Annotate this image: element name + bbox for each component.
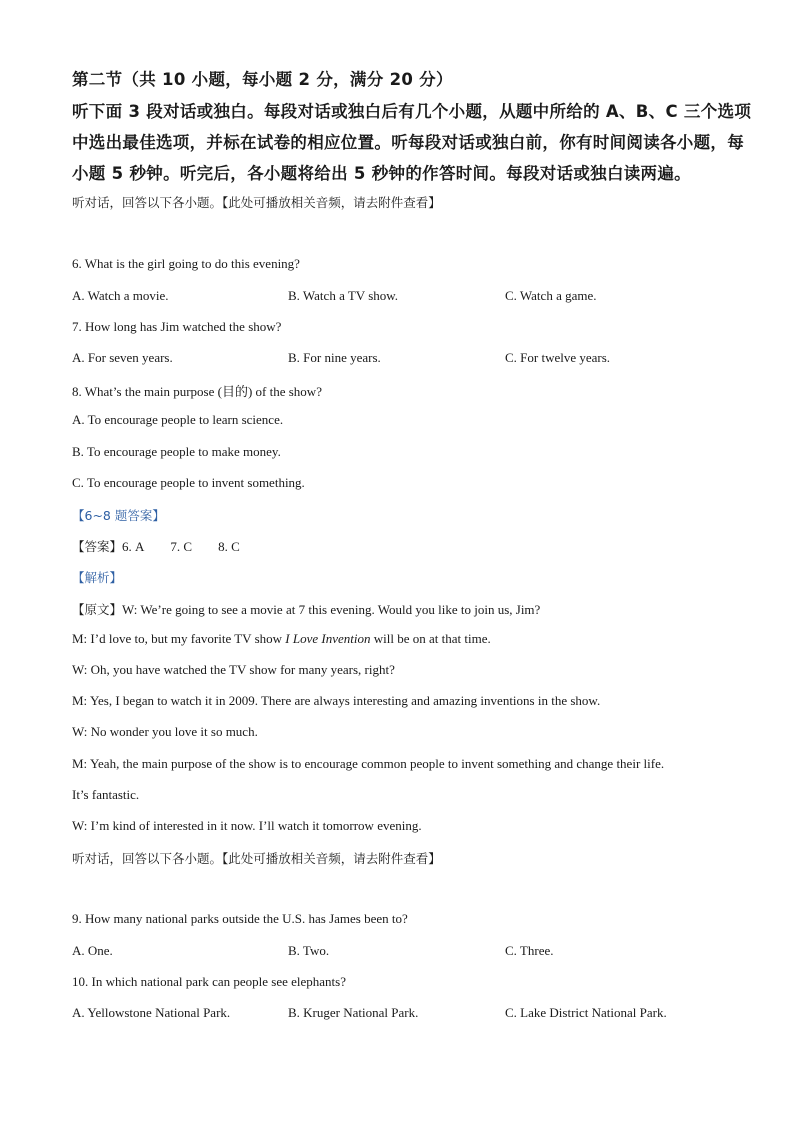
transcript-label: 【原文】 bbox=[72, 602, 123, 617]
transcript-line-8: W: I’m kind of interested in it now. I’ll watch it tomorrow evening. bbox=[72, 818, 422, 833]
q9-option-a: A. One. bbox=[72, 943, 113, 958]
q8-option-b: B. To encourage people to make money. bbox=[72, 444, 281, 459]
transcript-line-7: It’s fantastic. bbox=[72, 787, 140, 802]
show-title: I Love Invention bbox=[285, 631, 371, 646]
q9-option-b: B. Two. bbox=[288, 943, 330, 958]
q7-option-b: B. For nine years. bbox=[288, 350, 381, 365]
audio-note[interactable]: 听对话，回答以下各小题。【此处可播放相关音频，请去附件查看】 bbox=[72, 195, 441, 210]
instruction-line-1: 听下面 3 段对话或独白。每段对话或独白后有几个小题，从题中所给的 A、B、C 三个选项 bbox=[72, 102, 752, 121]
q8-option-c: C. To encourage people to invent something. bbox=[72, 475, 305, 490]
q10-option-a: A. Yellowstone National Park. bbox=[72, 1005, 231, 1020]
instruction-line-3: 小题 5 秒钟。听完后，各小题将给出 5 秒钟的作答时间。每段对话或独白读两遍。 bbox=[72, 164, 691, 183]
question-7: 7. How long has Jim watched the show? bbox=[72, 319, 282, 334]
q9-option-c: C. Three. bbox=[505, 943, 554, 958]
instruction-line-2: 中选出最佳选项，并标在试卷的相应位置。听每段对话或独白前，你有时间阅读各小题，每 bbox=[72, 133, 744, 152]
transcript-line-1: 【原文】W: We’re going to see a movie at 7 this evening. Would you like to join us, Jim? bbox=[72, 602, 541, 617]
answer-item: 6. A bbox=[122, 539, 145, 554]
section-title: 第二节（共 10 小题，每小题 2 分，满分 20 分） bbox=[72, 70, 453, 89]
analysis-label: 【解析】 bbox=[72, 570, 123, 585]
audio-note[interactable]: 听对话，回答以下各小题。【此处可播放相关音频，请去附件查看】 bbox=[72, 851, 441, 866]
question-10: 10. In which national park can people see elephants? bbox=[72, 974, 346, 989]
question-6: 6. What is the girl going to do this evening? bbox=[72, 256, 300, 271]
answer-label: 【答案】 bbox=[72, 539, 123, 554]
transcript-line-4: M: Yes, I began to watch it in 2009. There are always interesting and amazing inventions in the show. bbox=[72, 693, 601, 708]
q7-option-a: A. For seven years. bbox=[72, 350, 173, 365]
q10-option-c: C. Lake District National Park. bbox=[505, 1005, 667, 1020]
answer-item: 7. C bbox=[170, 539, 193, 554]
transcript-line-5: W: No wonder you love it so much. bbox=[72, 724, 258, 739]
answer-header: 【6~8 题答案】 bbox=[72, 508, 165, 523]
q6-option-a: A. Watch a movie. bbox=[72, 288, 169, 303]
question-8: 8. What’s the main purpose (目的) of the show? bbox=[72, 384, 322, 399]
q8-option-a: A. To encourage people to learn science. bbox=[72, 412, 284, 427]
transcript-line-6: M: Yeah, the main purpose of the show is to encourage common people to invent something and change their life. bbox=[72, 756, 665, 771]
q6-option-b: B. Watch a TV show. bbox=[288, 288, 399, 303]
q6-option-c: C. Watch a game. bbox=[505, 288, 597, 303]
q7-option-c: C. For twelve years. bbox=[505, 350, 611, 365]
transcript-line-2: M: I’d love to, but my favorite TV show I Love Invention will be on at that time. bbox=[72, 631, 491, 646]
answer-line bbox=[72, 537, 240, 556]
answer-item: 8. C bbox=[218, 539, 240, 554]
transcript-line-3: W: Oh, you have watched the TV show for many years, right? bbox=[72, 662, 395, 677]
question-9: 9. How many national parks outside the U.S. has James been to? bbox=[72, 911, 408, 926]
q10-option-b: B. Kruger National Park. bbox=[288, 1005, 419, 1020]
